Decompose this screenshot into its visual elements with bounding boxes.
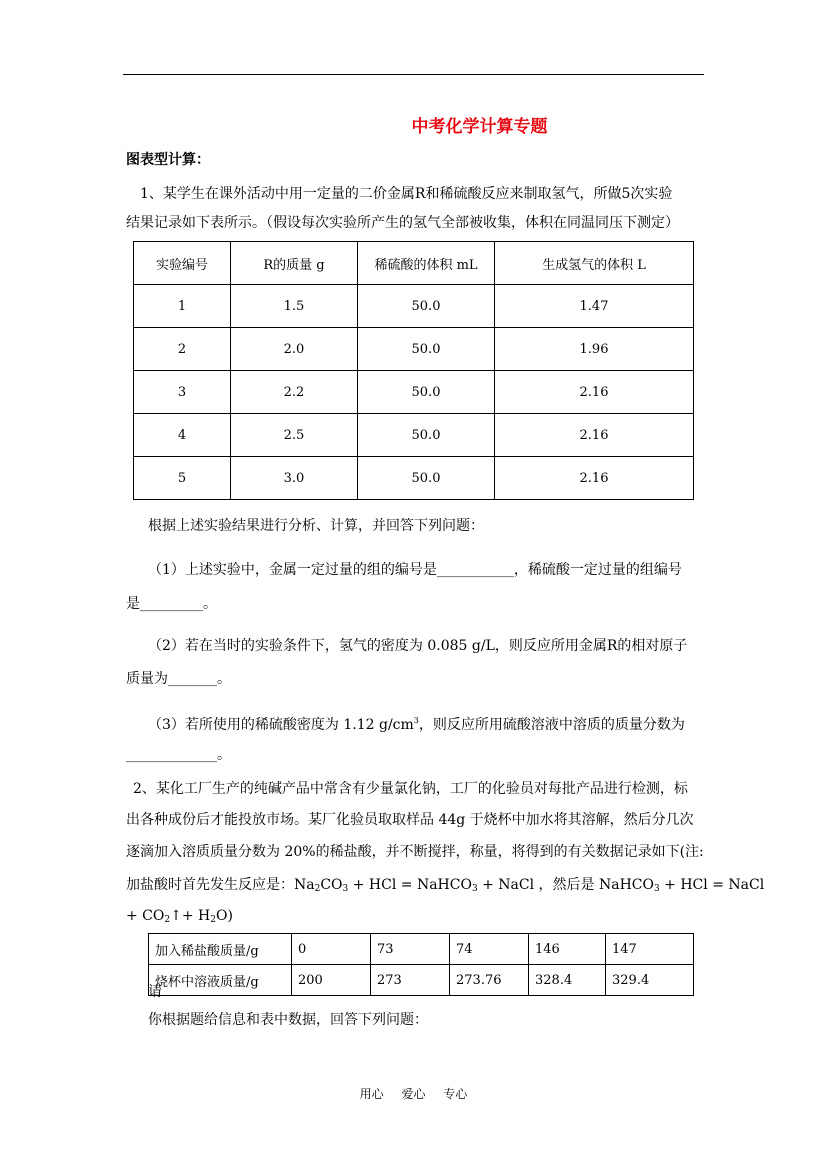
table-cell: 50.0 xyxy=(358,328,495,371)
q2-prompt: 你根据题给信息和表中数据，回答下列问题： xyxy=(148,1012,428,1028)
page-footer: 用心 爱心 专心 xyxy=(359,1087,468,1101)
q1-sub3-line1 xyxy=(148,711,685,735)
stray-character: 请 xyxy=(148,984,162,1000)
q1-sub3-line2: _____________。 xyxy=(126,747,231,763)
q2-line5-text: ↑+ H xyxy=(170,908,211,924)
table-row xyxy=(134,285,694,328)
table-header-cell: 生成氢气的体积 L xyxy=(495,242,694,285)
header-rule xyxy=(123,74,704,75)
table-cell: 4 xyxy=(134,414,231,457)
table-cell: 2.16 xyxy=(495,457,694,500)
table-cell: 3.0 xyxy=(231,457,358,500)
subscript: 3 xyxy=(471,884,478,894)
table-cell: 50.0 xyxy=(358,371,495,414)
table-cell: 2 xyxy=(134,328,231,371)
q2-line4-text: + HCl = NaCl xyxy=(659,877,765,893)
q2-line4 xyxy=(126,875,764,899)
q1-sub3-superscript: 3 xyxy=(413,716,419,725)
table-header-cell: 实验编号 xyxy=(134,242,231,285)
table-row xyxy=(134,371,694,414)
table-cell: 2.16 xyxy=(495,414,694,457)
experiment-table xyxy=(133,241,694,500)
q2-line1: 2、某化工厂生产的纯碱产品中常含有少量氯化钠，工厂的化验员对每批产品进行检测，标 xyxy=(133,781,688,797)
table-cell: 147 xyxy=(606,934,694,965)
hcl-data-table xyxy=(148,933,694,996)
table-cell: 273 xyxy=(371,965,450,996)
q1-sub1-line2: 是_________。 xyxy=(126,596,217,612)
subscript: 3 xyxy=(653,884,660,894)
table-cell: 73 xyxy=(371,934,450,965)
q2-line3: 逐滴加入溶质质量分数为 20%的稀盐酸，并不断搅拌，称量，将得到的有关数据记录如下(注: xyxy=(126,844,704,860)
table-cell: 2.2 xyxy=(231,371,358,414)
table-header-cell: 稀硫酸的体积 mL xyxy=(358,242,495,285)
table-cell: 50.0 xyxy=(358,285,495,328)
table-cell: 1.5 xyxy=(231,285,358,328)
subscript: 2 xyxy=(164,915,171,925)
q2-line2: 出各种成份后才能投放市场。某厂化验员取取样品 44g 于烧杯中加水将其溶解，然后分几次 xyxy=(126,812,694,828)
q1-sub2-line1: （2）若在当时的实验条件下，氢气的密度为 0.085 g/L，则反应所用金属R的相对原子 xyxy=(148,638,688,654)
q1-intro-line1: 1、某学生在课外活动中用一定量的二价金属R和稀硫酸反应来制取氢气，所做5次实验 xyxy=(140,186,673,202)
table-cell: 5 xyxy=(134,457,231,500)
q1-sub1-line1: （1）上述实验中，金属一定过量的组的编号是___________，稀硫酸一定过量的组编号 xyxy=(148,562,682,578)
table-row xyxy=(134,414,694,457)
subscript: 2 xyxy=(314,884,321,894)
table-cell: 50.0 xyxy=(358,457,495,500)
table-cell: 1.96 xyxy=(495,328,694,371)
subscript: 2 xyxy=(210,915,216,925)
q1-sub3-text-b: ，则反应所用硫酸溶液中溶质的质量分数为 xyxy=(418,717,685,733)
table-cell: 146 xyxy=(529,934,606,965)
table-cell: 273.76 xyxy=(450,965,529,996)
page-title: 中考化学计算专题 xyxy=(411,117,548,137)
table-header-row xyxy=(134,242,694,285)
table-cell: 328.4 xyxy=(529,965,606,996)
table-row xyxy=(149,965,694,996)
table-row xyxy=(134,328,694,371)
table-cell: 1 xyxy=(134,285,231,328)
q1-intro-line2: 结果记录如下表所示。（假设每次实验所产生的氢气全部被收集，体积在同温同压下测定） xyxy=(126,215,679,231)
table-cell: 50.0 xyxy=(358,414,495,457)
table-row xyxy=(149,934,694,965)
table-header-cell: R的质量 g xyxy=(231,242,358,285)
q1-sub3-text-a: （3）若所使用的稀硫酸密度为 1.12 g/cm xyxy=(148,717,414,733)
q2-line5-text: + CO xyxy=(126,908,165,924)
table-cell: 329.4 xyxy=(606,965,694,996)
table-row xyxy=(134,457,694,500)
table-cell: 2.0 xyxy=(231,328,358,371)
q2-line5 xyxy=(126,906,233,930)
q1-sub2-line2: 质量为_______。 xyxy=(126,671,231,687)
q1-prompt: 根据上述实验结果进行分析、计算，并回答下列问题： xyxy=(148,518,484,534)
table-cell: 加入稀盐酸质量/g xyxy=(149,934,292,965)
table-cell: 1.47 xyxy=(495,285,694,328)
section-heading: 图表型计算： xyxy=(126,152,210,168)
table-cell: 3 xyxy=(134,371,231,414)
q2-line4-text: + HCl = NaHCO xyxy=(348,877,472,893)
table-cell: 2.16 xyxy=(495,371,694,414)
table-cell: 74 xyxy=(450,934,529,965)
table-cell: 2.5 xyxy=(231,414,358,457)
q2-line4-text: CO xyxy=(320,877,343,893)
q2-line4-text: 加盐酸时首先发生反应是：Na xyxy=(126,877,315,893)
q2-line5-text: O) xyxy=(215,908,233,924)
table-cell: 200 xyxy=(292,965,371,996)
table-cell: 烧杯中溶液质量/g xyxy=(149,965,292,996)
q2-line4-text: + NaCl ，然后是 NaHCO xyxy=(477,877,654,893)
table-cell: 0 xyxy=(292,934,371,965)
subscript: 3 xyxy=(342,884,349,894)
